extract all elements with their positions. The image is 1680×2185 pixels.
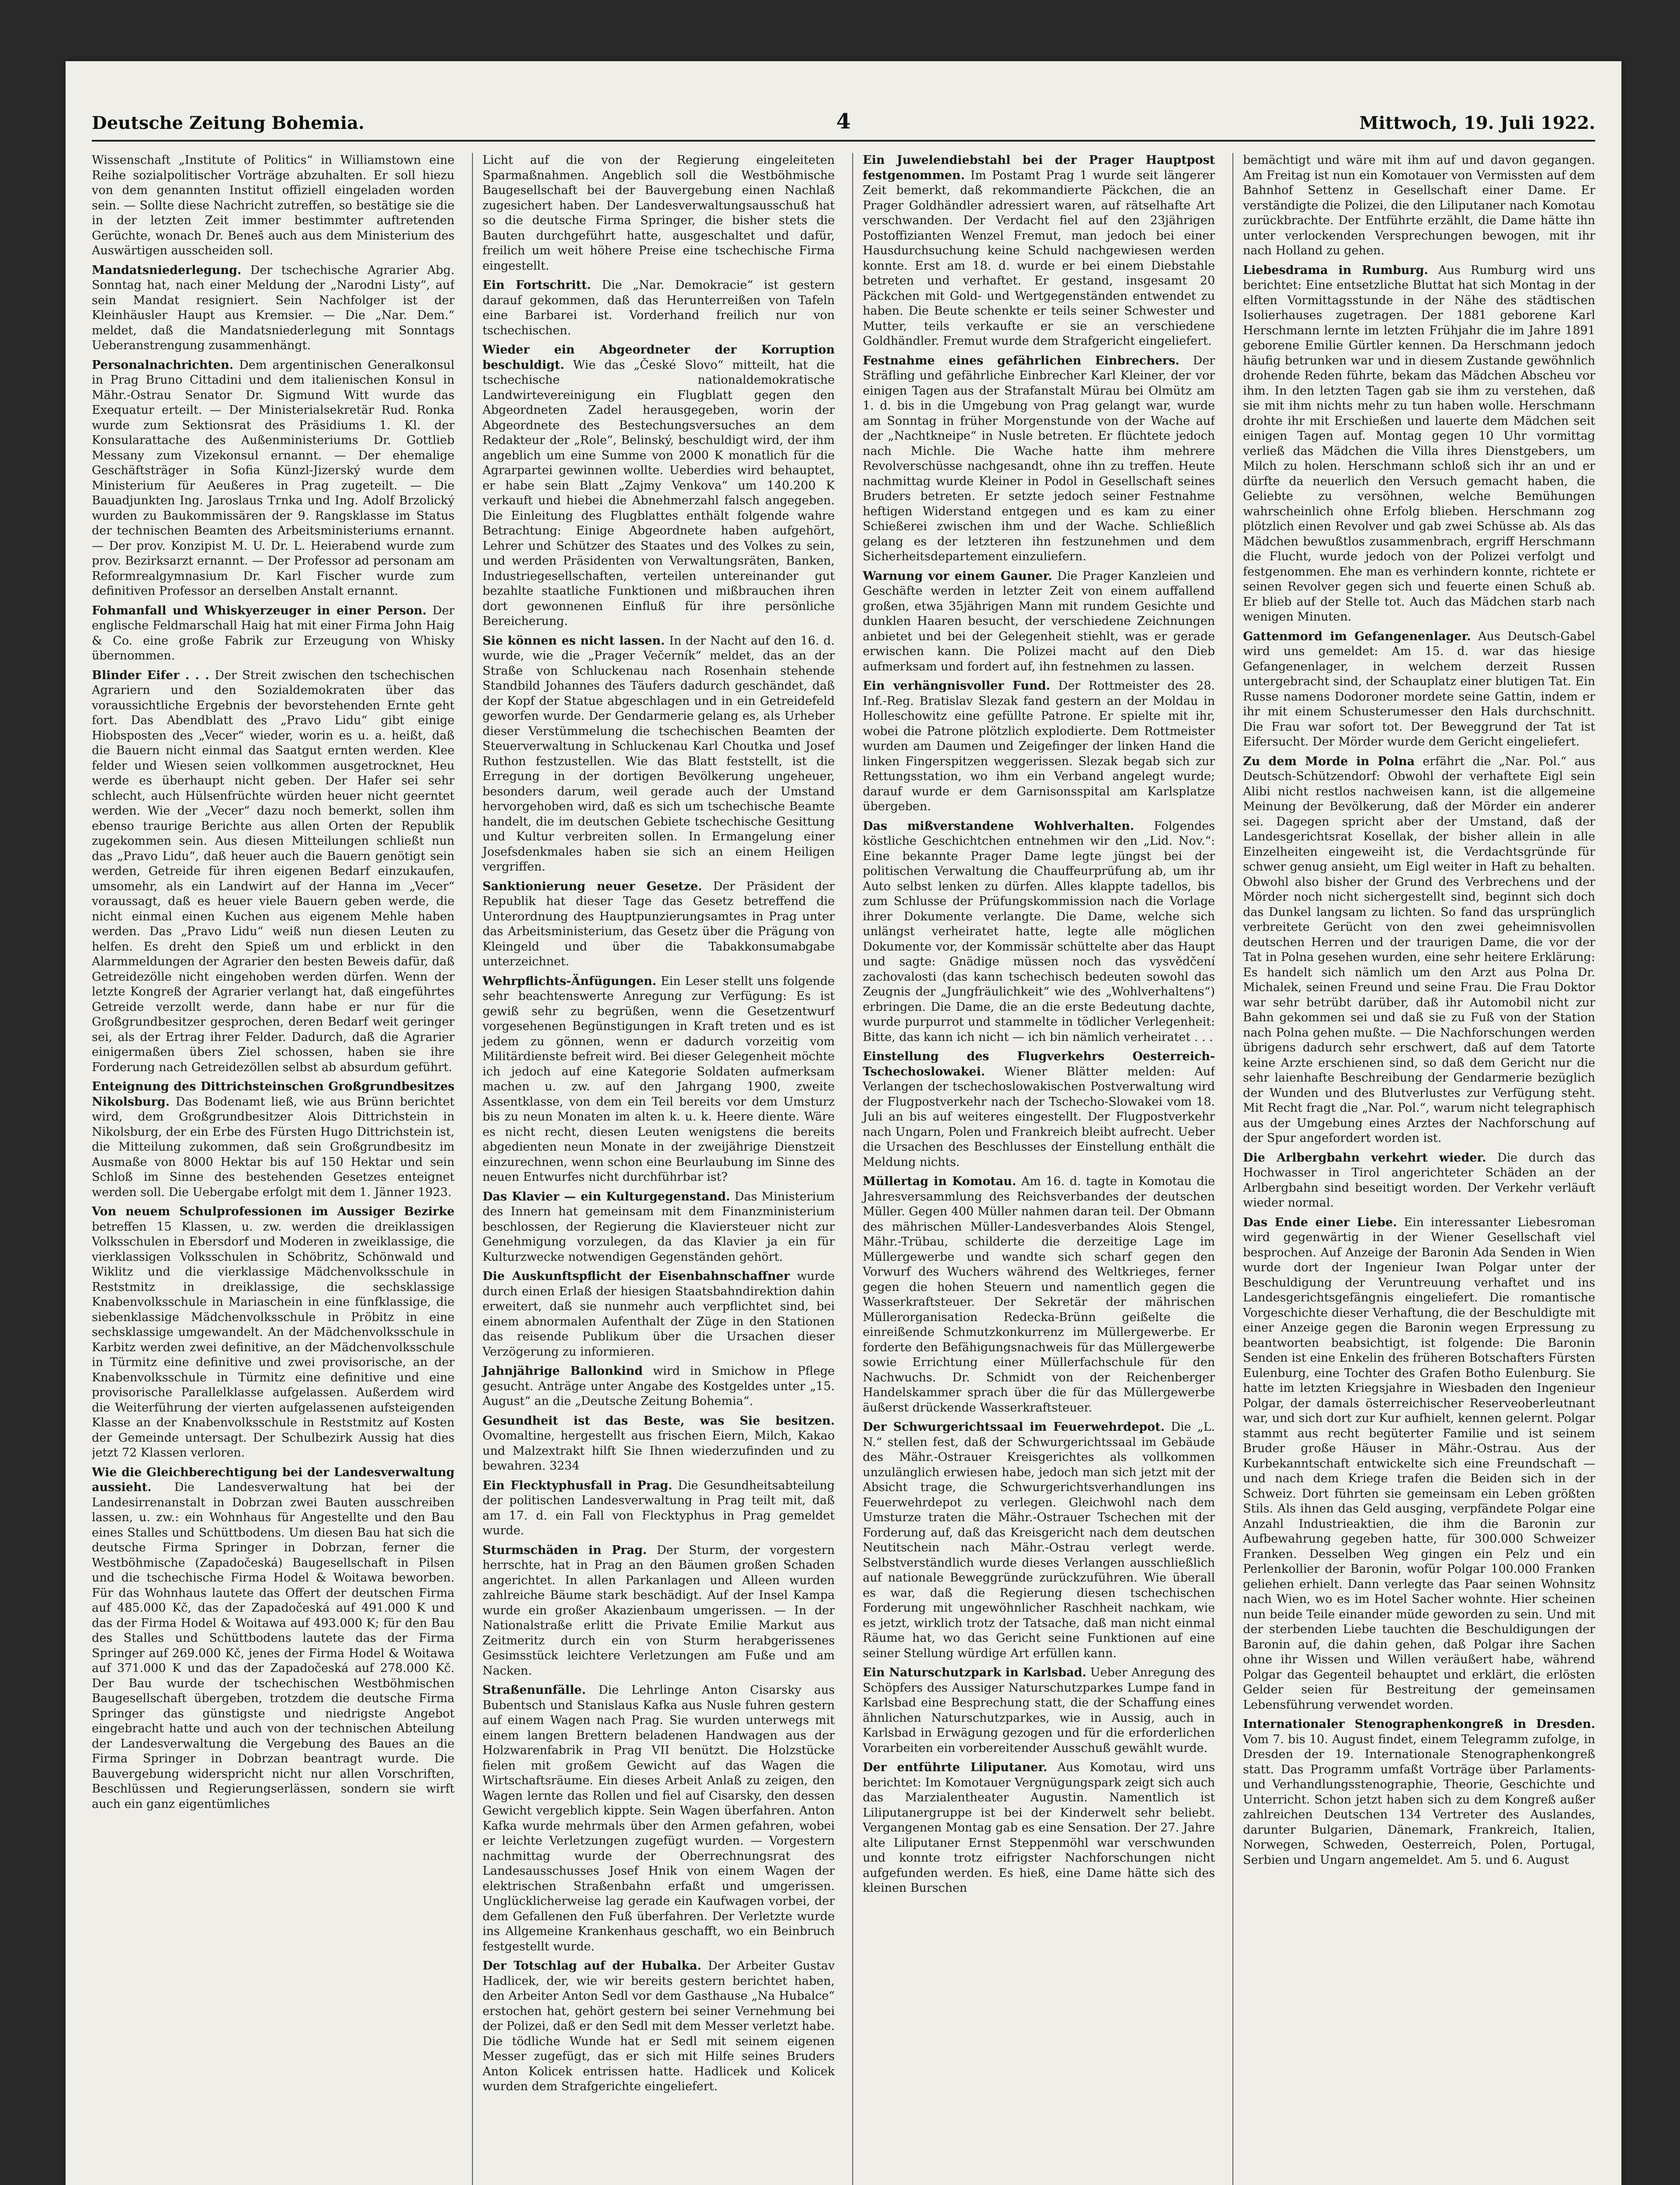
article-body: Ueber Anregung des Schöpfers des Aussiger Naturschutzparkes Lumpe fand in Karlsbad eine Besprechung statt, die der Schaffung eines ähnlichen Naturschutzparkes, wie in Aussig, auch in Karlsbad in Erwägung gezogen und für die erforderlichen Vorarbeiten ein vorbereitender Ausschuß gewählt wurde. bbox=[863, 1666, 1215, 1755]
article-heading: Jahnjährige Ballonkind bbox=[482, 1364, 643, 1378]
article-heading: Enteignung des Dittrichsteinschen Großgrundbesitzes Nikolsburg. bbox=[92, 1080, 455, 1109]
article-heading: Festnahme eines gefährlichen Einbrechers. bbox=[863, 354, 1180, 368]
article-heading: Sie können es nicht lassen. bbox=[482, 634, 665, 648]
article-body: Ein interessanter Liebesroman wird gegenwärtig in der Wiener Gesellschaft viel besprochen. Auf Anzeige der Baronin Ada Senden in Wien wurde dort der Ingenieur Iwan Polgar unter der Beschuldigung der Veruntreuung verhaftet und ins Landesgerichtsgefängnis eingeliefert. Die romantische Vorgeschichte dieser Verhaftung, die der Beschuldigte mit einer Anzeige gegen die Baronin wegen Erpressung zu beantworten beabsichtigt, ist folgende: Die Baronin Senden ist eine Enkelin des früheren Botschafters Fürsten Eulenburg, eine Tochter des Grafen Botho Eulenburg. Sie hatte im letzten Kriegsjahre in Wiesbaden den Ingenieur Polgar, der damals österreichischer Reserveoberleutnant war, und sich dort zur Kur aufhielt, kennen gelernt. Polgar stammt aus recht begüterter Familie und ist seinem Bruder große Häuser in Mähr.-Ostrau. Aus der Kurbekanntschaft entwickelte sich eine Freundschaft — und nach dem Kriege trafen die Beiden sich in der Schweiz. Dort führten sie gemeinsam ein Leben größten Stils. Als ihnen das Geld ausging, verpfändete Polgar eine Anzahl Industrieaktien, die ihm die Baronin zur Aufbewahrung gegeben hatte, für 300.000 Schweizer Franken. Desselben Weg gingen ein Pelz und ein Perlenkollier der Baronin, wofür Polgar 100.000 Franken geliehen erhielt. Dann verlegte das Paar seinen Wohnsitz nach Wien, wo es im Hotel Sacher wohnte. Hier scheinen nun beide Teile einander müde geworden zu sein. Und mit der sterbenden Liebe tauchten die Beschuldigungen der Baronin auf, die dahin gehen, daß Polgar ihre Sachen ohne ihr Wissen und Willen veräußert habe, während Polgar das Gegenteil behauptet und erklärt, die erlösten Gelder seien für Bestreitung der gemeinsamen Lebensführung verwendet worden. bbox=[1243, 1215, 1595, 1712]
article-heading: Fohmanfall und Whiskyerzeuger in einer Person. bbox=[92, 603, 427, 617]
article bbox=[482, 1959, 835, 2095]
article-columns bbox=[92, 153, 1595, 2185]
article-body: Aus Deutsch-Gabel wird uns gemeldet: Am 15. d. war das hiesige Gefangenenlager, in welchem derzeit Russen untergebracht sind, der Schauplatz einer blutigen Tat. Ein Russe namens Dodoroner mordete seine Gattin, indem er ihr mit einem Schusterumesser den Hals durchschnitt. Die Frau war sofort tot. Der Beweggrund der Tat ist Eifersucht. Der Mörder wurde dem Gericht eingeliefert. bbox=[1243, 629, 1595, 749]
newspaper-page bbox=[66, 61, 1621, 2185]
article-heading: Sturmschäden in Prag. bbox=[482, 1543, 647, 1557]
column-2 bbox=[472, 153, 835, 2185]
article bbox=[1243, 1215, 1595, 1713]
article-heading: Gattenmord im Gefangenenlager. bbox=[1243, 629, 1471, 643]
article-body: Die Gesundheitsabteilung der politischen Landesverwaltung in Prag teilt mit, daß am 17. d. ein Fall von Flecktyphus in Prag gemeldet wurde. bbox=[482, 1478, 835, 1537]
article-body: Aus Komotau, wird uns berichtet: Im Komotauer Vergnügungspark zeigt sich auch das Marzialentheater Augustin. Namentlich ist Liliputanergruppe ist bei der Kinderwelt sehr beliebt. Vergangenen Montag gab es eine Sensation. Der 27. Jahre alte Liliputaner Ernst Steppenmöhl war verschwunden und konnte trotz eifrigster Nachforschungen nicht aufgefunden werden. Es hieß, eine Dame hätte sich des kleinen Burschen bbox=[863, 1761, 1215, 1895]
article-heading: Gesundheit ist das Beste, was Sie besitzen. bbox=[482, 1414, 835, 1428]
article-heading: Das mißverstandene Wohlverhalten. bbox=[863, 819, 1135, 833]
article-body: Der Arbeiter Gustav Hadlicek, der, wie wir bereits gestern berichtet haben, den Arbeiter Anton Sedl vor dem Gasthause „Na Hubalce“ erstochen hat, gehört gestern bei seiner Vernehmung bei der Polizei, daß er den Sedl mit dem Messer verletzt habe. Die tödliche Wunde hat er Sedl mit seinem eigenen Messer zugefügt, das er sich mit Hilfe seines Bruders Anton Kolicek entrissen hatte. Hadlicek und Kolicek wurden dem Strafgerichte eingeliefert. bbox=[482, 1959, 835, 2093]
article-heading: Ein Juwelendiebstahl bei der Prager Hauptpost festgenommen. bbox=[863, 153, 1215, 182]
article-heading: Ein verhängnisvoller Fund. bbox=[863, 679, 1050, 693]
page-number: 4 bbox=[836, 109, 851, 134]
article bbox=[92, 263, 455, 354]
article bbox=[1243, 629, 1595, 750]
article bbox=[482, 634, 835, 875]
article bbox=[863, 354, 1215, 565]
article-body: wird in Smichow in Pflege gesucht. Anträge unter Angabe des Kostgeldes unter „15. August“ an die „Deutsche Zeitung Bohemia“. bbox=[482, 1364, 835, 1408]
article-heading: Das Ende einer Liebe. bbox=[1243, 1215, 1397, 1229]
article-body: Die Landesverwaltung hat bei der Landesirrenanstalt in Dobrzan zwei Bauten ausschreiben lassen, u. zw.: ein Wohnhaus für Angestellte und den Bau eines Stalles und Schüttbodens. Um diesen Bau hat sich die deutsche Firma Springer in Dobrzan, ferner die Westböhmische (Zapadočeská) Baugesellschaft in Pilsen und die tschechische Firma Hodel & Woitawa beworben. Für das Wohnhaus lautete das Offert der deutschen Firma auf 485.000 Kč, das der Zapadočeská auf 491.000 K und das der Firma Hodel & Woitawa auf 493.000 K; für den Bau des Stalles und Schüttbodens lautete das der Firma Springer auf 269.000 Kč, jenes der Firma Hodel & Woitawa auf 371.000 K und das der Zapadočeská auf 278.000 Kč. Der Bau wurde der tschechischen Westböhmischen Baugesellschaft übergeben, trotzdem die deutsche Firma Springer das günstigste und niedrigste Angebot eingebracht hatte und auch von der technischen Abteilung der Landesverwaltung die Vergebung des Baues an die Firma Springer in Dobrzan beantragt wurde. Die Bauvergebung widerspricht nicht nur allen Vorschriften, Beschlüssen und Regierungserlässen, sondern sie wirft auch ein ganz eigentümliches bbox=[92, 1481, 455, 1811]
article-heading: Die Auskunftspflicht der Eisenbahnschaffner bbox=[482, 1269, 790, 1283]
article bbox=[482, 879, 835, 970]
article bbox=[482, 974, 835, 1185]
article bbox=[1243, 263, 1595, 625]
article-body: bemächtigt und wäre mit ihm auf und davon gegangen. Am Freitag ist nun ein Komotauer von Vermissten auf dem Bahnhof Settenz in Gesellschaft einer Dame. Er verständigte die Polizei, die den Liliputaner nach Komotau zurückbrachte. Der Entführte erzählt, die Dame hätte ihn unter verlockenden Versprechungen bewogen, mit ihr nach Holland zu gehen. bbox=[1243, 153, 1595, 257]
column-4 bbox=[1232, 153, 1595, 2185]
column-1 bbox=[92, 153, 455, 2185]
article bbox=[92, 153, 455, 259]
article-heading: Sanktionierung neuer Gesetze. bbox=[482, 879, 702, 893]
article bbox=[482, 1269, 835, 1360]
page-header bbox=[92, 109, 1595, 142]
column-3 bbox=[852, 153, 1215, 2185]
masthead-title: Deutsche Zeitung Bohemia. bbox=[92, 113, 364, 133]
article-body: Der Sturm, der vorgestern herrschte, hat in Prag an den Bäumen großen Schaden angerichtet. In allen Parkanlagen und Alleen wurden zahlreiche Bäume stark beschädigt. Auf der Insel Kampa wurde ein großer Akazienbaum umgerissen. — In der Nationalstraße erlitt die Private Emilie Markut aus Zeitmeritz durch ein von Sturm herabgerissenes Gesimsstück leichtere Verletzungen am Fuße und am Nacken. bbox=[482, 1543, 835, 1678]
article-body: Aus Rumburg wird uns berichtet: Eine entsetzliche Bluttat hat sich Montag in der elften Vormittagsstunde in der Nähe des städtischen Isolierhauses zugetragen. Der 1881 geborene Karl Herschmann lernte im letzten Frühjahr die im Jahre 1891 geborene Emilie Gürtler kennen. Da Herschmann jedoch häufig betrunken war und in diesem Zustande gewöhnlich drohende Reden führte, bekam das Mädchen Abscheu vor ihm. In den letzten Tagen gab sie ihm zu verstehen, daß sie mit ihm nichts mehr zu tun haben wolle. Herschmann drohte ihr mit Erschießen und lauerte dem Mädchen seit einigen Tagen auf. Montag gegen 10 Uhr vormittag verließ das Mädchen die Villa ihres Dienstgebers, um Milch zu holen. Herschmann schloß sich ihr an und er dürfte da neuerlich den Versuch gemacht haben, die Geliebte zu versöhnen, welche Bemühungen wahrscheinlich ohne Erfolg blieben. Herschmann zog plötzlich einen Revolver und gab zwei Schüsse ab. Als das Mädchen bewußtlos zusammenbrach, ergriff Herschmann die Flucht, wurde jedoch von der Polizei verfolgt und festgenommen. Ehe man es verhindern konnte, richtete er seinen Revolver gegen sich und feuerte einen Schuß ab. Er blieb auf der Stelle tot. Auch das Mädchen starb nach wenigen Minuten. bbox=[1243, 263, 1595, 624]
article-heading: Die Arlbergbahn verkehrt wieder. bbox=[1243, 1151, 1486, 1165]
article bbox=[482, 153, 835, 274]
article bbox=[92, 358, 455, 599]
article-body: Die Prager Kanzleien und Geschäfte werden in letzter Zeit von einem auffallend großen, etwa 35jährigen Mann mit rundem Gesichte und dunklen Haaren besucht, der verschiedene Zeichnungen anbietet und bei der Gelegenheit stiehlt, was er gerade erwischen kann. Die Polizei macht auf den Dieb aufmerksam und fordert auf, ihn festnehmen zu lassen. bbox=[863, 569, 1215, 673]
article-body: Der tschechische Agrarier Abg. Sonntag hat, nach einer Meldung der „Narodni Listy“, auf sein Mandat resigniert. Sein Nachfolger ist der Kleinhäusler Haupt aus Kremsier. — Die „Nar. Dem.“ meldet, daß die Mandatsniederlegung mit Sonntags Ueberanstrengung zusammenhängt. bbox=[92, 263, 455, 352]
article bbox=[482, 1364, 835, 1409]
article-body: Wissenschaft „Institute of Politics“ in Williamstown eine Reihe sozialpolitischer Vorträge abzuhalten. Er soll hiezu von dem genannten Institut offiziell eingeladen worden sein. — Sollte diese Nachricht zutreffen, so bestätige sie die in der letzten Zeit immer bestimmter auftretenden Gerüchte, wonach Dr. Beneš auch aus dem Ministerium des Auswärtigen ausscheiden soll. bbox=[92, 153, 455, 257]
article-body: Am 16. d. tagte in Komotau die Jahresversammlung des Reichsverbandes der deutschen Müller. Gegen 400 Müller nahmen daran teil. Der Obmann des mährischen Müller-Landesverbandes Alois Stengel, Mähr.-Trübau, schilderte die derzeitige Lage im Müllergewerbe und wandte sich scharf gegen den Vorwurf des Wuchers während des Weltkrieges, ferner gegen die hohen Steuern und namentlich gegen die Wasserkraftsteuer. Der Sekretär der mährischen Müllerorganisation Redecka-Brünn geißelte die einreißende Schmutzkonkurrenz im Müllergewerbe. Er forderte den Befähigungsnachweis für das Müllergewerbe sowie Errichtung einer Müllerfachschule für den Nachwuchs. Dr. Schmidt von der Reichenberger Handelskammer sprach über die für das Müllergewerbe äußerst drückende Wasserkraftsteuer. bbox=[863, 1175, 1215, 1415]
article-body: Dem argentinischen Generalkonsul in Prag Bruno Cittadini und dem italienischen Konsul in Mähr.-Ostrau Senator Dr. Sigmund Witt wurde das Exequatur erteilt. — Der Ministerialsekretär Rud. Ronka wurde zum Sektionsrat des Präsidiums 1. Kl. der Konsularattache des Außenministeriums Dr. Gottlieb Messany zum Vizekonsul ernannt. — Der ehemalige Geschäftsträger in Sofia Künzl-Jizerský wurde dem Ministerium für Aeußeres in Prag zugeteilt. — Die Bauadjunkten Ing. Jaroslaus Trnka und Ing. Adolf Brzolický wurden zu Baukommissären der 9. Rangsklasse im Status der technischen Beamten des Arbeitsministeriums ernannt. — Der prov. Konzipist M. U. Dr. L. Heierabend wurde zum prov. Bezirksarzt ernannt. — Der Professor ad personam am Reformrealgymnasium Dr. Karl Fischer wurde zum definitiven Professor an derselben Anstalt ernannt. bbox=[92, 358, 455, 598]
article bbox=[482, 343, 835, 629]
article-heading: Warnung vor einem Gauner. bbox=[863, 569, 1052, 583]
article bbox=[863, 1174, 1215, 1415]
article-heading: Internationaler Stenographenkongreß in Dresden. bbox=[1243, 1717, 1595, 1731]
article-body: Licht auf die von der Regierung eingeleiteten Sparmaßnahmen. Angeblich soll die Westböhmische Baugesellschaft bei der Bauvergebung einen Nachlaß zugesichert haben. Der Landesverwaltungsausschuß hat so die deutsche Firma Springer, die bisher stets die Bauten durchgeführt hatte, ausgeschaltet und dafür, freilich um weit höhere Preise eine tschechische Firma eingestellt. bbox=[482, 153, 835, 273]
article-body: Die „Nar. Demokracie“ ist gestern darauf gekommen, daß das Herunterreißen von Tafeln eine Barbarei ist. Vorderhand freilich nur von tschechischen. bbox=[482, 278, 835, 337]
article-heading: Personalnachrichten. bbox=[92, 358, 233, 372]
article-body: Das Bodenamt ließ, wie aus Brünn berichtet wird, dem Großgrundbesitzer Alois Dittrichstein in Nikolsburg, der ein Erbe des Fürsten Hugo Dittrichstein ist, die Mitteilung zukommen, daß sein Großgrundbesitz im Ausmaße von 8000 Hektar bis auf 150 Hektar und sein Schloß im Sinne des bestehenden Gesetzes enteignet werden soll. Die Uebergabe erfolgt mit dem 1. Jänner 1923. bbox=[92, 1095, 455, 1199]
article-body: Ein Leser stellt uns folgende sehr beachtenswerte Anregung zur Verfügung: Es ist gewiß sehr zu begrüßen, wenn die Gesetzentwurf vorgesehenen Begünstigungen in Kraft treten und es ist jedem zu gönnen, wenn er dadurch vorzeitig vom Militärdienste befreit wird. Bei dieser Gelegenheit möchte ich jedoch auf eine Kategorie Soldaten aufmerksam machen u. zw. auf den Jahrgang 1900, zweite Assentklasse, von dem ein Teil bereits vor dem Umsturz bis zu neun Monaten im alten k. u. k. Heere diente. Wäre es nicht recht, diesen Leuten wenigstens die bereits abgedienten neun Monate in der zweijährige Dienstzeit einzurechnen, wenn schon eine Beurlaubung im Sinne des neuen Entwurfes nicht durchführbar ist? bbox=[482, 974, 835, 1184]
article-body: Ovomaltine, hergestellt aus frischen Eiern, Milch, Kakao und Malzextrakt hilft Sie Ihnen wiederzufinden und zu bewahren. 3234 bbox=[482, 1429, 835, 1473]
article bbox=[863, 1665, 1215, 1756]
article-body: Der englische Feldmarschall Haig hat mit einer Firma John Haig & Co. eine große Fabrik zur Erzeugung von Whisky übernommen. bbox=[92, 603, 455, 662]
article bbox=[863, 679, 1215, 815]
article bbox=[482, 1190, 835, 1265]
article-body: Der Streit zwischen den tschechischen Agrariern und den Sozialdemokraten über das voraussichtliche Ergebnis der bevorstehenden Ernte geht fort. Das Abendblatt des „Pravo Lidu“ gibt einige Hiobsposten des „Vecer“ wieder, worin es u. a. heißt, daß die Bauern nicht einmal das Saatgut ernten werden. Klee felder und Wiesen seien vollkommen ausgetrocknet, Heu werde es überhaupt nicht geben. Der Hafer sei sehr schlecht, auch Hülsenfrüchte würden heuer nicht geerntet werden. Wie der „Vecer“ dazu noch bemerkt, sollen ihm ebenso traurige Berichte aus allen Orten der Republik zugekommen sein. Aus diesen Mitteilungen schließt nun das „Pravo Lidu“, daß heuer auch die Bauern genötigt sein werden, Getreide für ihren eigenen Bedarf einzukaufen, umsomehr, als ein Landwirt auf der Hanna im „Vecer“ voraussagt, daß es heuer viele Bauern geben werde, die nicht einmal einen Kuchen aus eigenem Mehle haben werden. Das „Pravo Lidu“ weiß nun diesen Leuten zu helfen. Es dreht den Spieß um und erblickt in den Alarmmeldungen der Agrarier den besten Beweis dafür, daß Getreidezölle nicht eingehoben werden dürfen. Wenn der letzte Kongreß der Agrarier verlangt hat, daß eingeführtes Getreide verzollt werde, dann habe er nur für die Großgrundbesitzer gesprochen, deren Bedarf weit geringer sei, als der Ertrag ihrer Felder. Dadurch, daß die Agrarier einigermaßen übers Ziel schossen, haben sie ihre Forderung nach Getreidezöllen selbst ab absurdum geführt. bbox=[92, 668, 455, 1074]
article-heading: Von neuem Schulprofessionen im Aussiger Bezirke bbox=[92, 1205, 455, 1218]
article bbox=[863, 1760, 1215, 1896]
article bbox=[1243, 1151, 1595, 1211]
article bbox=[1243, 754, 1595, 1146]
article-body: Der Rottmeister des 28. Inf.-Reg. Bratislav Slezak fand gestern an der Moldau in Holleschowitz eine gefüllte Patrone. Er spielte mit ihr, wobei die Patrone plötzlich explodierte. Dem Rottmeister wurden am Daumen und Zeigefinger der linken Hand die linken Fingerspitzen weggerissen. Slezak begab sich zur Rettungsstation, wo ihm ein Verband angelegt wurde; darauf wurde er dem Garnisonsspital am Karlsplatze übergeben. bbox=[863, 679, 1215, 813]
article-heading: Der Schwurgerichtssaal im Feuerwehrdepot. bbox=[863, 1420, 1165, 1434]
article-heading: Straßenunfälle. bbox=[482, 1683, 586, 1697]
article bbox=[482, 1683, 835, 1954]
article-heading: Blinder Eifer . . . bbox=[92, 668, 209, 682]
article-heading: Der Totschlag auf der Hubalka. bbox=[482, 1959, 701, 1973]
article-body: betreffen 15 Klassen, u. zw. werden die dreiklassigen Volksschulen in Ebersdorf und Moderen in zweiklassige, die vierklassigen Volksschulen in Schöbritz, Schönwald und Wiklitz und die vierklassige Mädchenvolksschule in Reststmitz in dreiklassige, die sechsklassige Knabenvolksschule in Mariaschein in eine fünfklassige, die siebenklassige Mädchenvolksschule in Pröbitz in eine sechsklassige umgewandelt. An der Mädchenvolksschule in Karbitz werden zwei definitive, an der Mädchenvolksschule in Türmitz eine definitive und zwei provisorische, an der Knabenvolksschule in Türmitz eine definitive und eine provisorische Parallelklasse aufgelassen. Außerdem wird die Weiterführung der vierten aufgelassenen aufsteigenden Klasse an der Knabenvolksschule in Reststmitz auf Kosten der Gemeinde untersagt. Der Schulbezirk Aussig hat dies jetzt 72 Klassen verloren. bbox=[92, 1220, 455, 1460]
article-heading: Wehrpflichts-Änfügungen. bbox=[482, 974, 656, 988]
article bbox=[92, 1079, 455, 1200]
article-heading: Ein Fortschritt. bbox=[482, 278, 591, 292]
article bbox=[863, 1420, 1215, 1661]
article-body: wurde durch einen Erlaß der hiesigen Staatsbahndirektion dahin erweitert, daß sie nunmehr auch verpflichtet sind, bei einem abnormalen Aufenthalt der Züge in den Stationen das reisende Publikum über die Ursachen dieser Verzögerung zu informieren. bbox=[482, 1269, 835, 1359]
article-body: Der Sträfling und gefährliche Einbrecher Karl Kleiner, der vor einigen Tagen aus der Strafanstalt Mürau bei Olmütz am 1. d. bis in die Umgebung von Prag gelangt war, wurde am Sonntag in früher Morgenstunde von der Wache auf der „Nachtkneipe“ in Nusle betreten. Er flüchtete jedoch nach Michle. Die Wache hatte ihm mehrere Revolverschüsse nachgesandt, ohne ihn zu treffen. Heute nachmittag wurde Kleiner in Podol in Gesellschaft seines Bruders betreten. Er setzte jedoch seiner Festnahme heftigen Widerstand entgegen und es kam zu einer Schießerei zwischen ihm und der Wache. Schließlich gelang es der letzteren ihn festzunehmen und dem Sicherheitsdepartement einzuliefern. bbox=[863, 354, 1215, 563]
article-body: Der Präsident der Republik hat dieser Tage das Gesetz betreffend die Unterordnung des Hauptpunzierungsamtes in Prag unter das Arbeitsministerium, das Gesetz über die Prägung von Kleingeld und über die Tabakkonsumabgabe unterzeichnet. bbox=[482, 879, 835, 968]
article bbox=[482, 1414, 835, 1474]
article-heading: Müllertag in Komotau. bbox=[863, 1175, 1017, 1188]
article bbox=[1243, 1717, 1595, 1868]
article-heading: Der entführte Liliputaner. bbox=[863, 1761, 1048, 1774]
article bbox=[482, 1543, 835, 1679]
article-heading: Liebesdrama in Rumburg. bbox=[1243, 263, 1428, 277]
article-body: Die Lehrlinge Anton Cisarsky aus Bubentsch und Stanislaus Kafka aus Nusle fuhren gestern auf einem Wagen nach Prag. Sie wurden unterwegs mit einem langen Brettern beladenen Handwagen aus der Holzwarenfabrik in Prag VII benützt. Die Holzstücke fielen mit großem Gewicht auf das Wagen die Wirtschaftsräume. Ein dieses Arbeit Anlaß zu zeigen, den Wagen lernte das Rollen und fiel auf Cisarsky, den dessen Gewicht vergeblich kippte. Sein Wagen überfahren. Anton Kafka wurde mehrmals über den Armen gefahren, wobei er leichte Verletzungen zugefügt wurden. — Vorgestern nachmittag wurde der Oberrechnungsrat des Landesausschusses Josef Hnik von einem Wagen der elektrischen Straßenbahn erfaßt und umgerissen. Unglücklicherweise lag gerade ein Kaufwagen vorbei, der dem Gefallenen den Fuß überfahren. Der Verletzte wurde ins Allgemeine Krankenhaus geschafft, wo ein Beinbruch festgestellt wurde. bbox=[482, 1683, 835, 1953]
article-heading: Zu dem Morde in Polna bbox=[1243, 754, 1415, 768]
article-body: Folgendes köstliche Geschichtchen entnehmen wir den „Lid. Nov.“: Eine bekannte Prager Dame legte jüngst bei der politischen Verwaltung die Chauffeurprüfung ab, um ihr Auto selbst lenken zu dürfen. Alles klappte tadellos, bis zum Schlusse der Prüfungskommission nach die Vorlage ihrer Dokumente verlangte. Die Dame, welche sich unlängst verheiratet hatte, legte alle möglichen Dokumente vor, der Kommissär schüttelte aber das Haupt und sagte: Gnädige müssen noch das vysvědčení zachovalosti (das kann tschechisch bedeuten sowohl das Zeugnis der „Jungfräulichkeit“ wie des „Wohlverhaltens“) erbringen. Die Dame, die an die erste Bedeutung dachte, wurde purpurrot und stammelte in tödlicher Verlegenheit: Bitte, das kann ich nicht — ich bin nämlich verheiratet . . . bbox=[863, 819, 1215, 1044]
article-heading: Ein Naturschutzpark in Karlsbad. bbox=[863, 1666, 1086, 1679]
article-body: In der Nacht auf den 16. d. wurde, wie die „Prager Večerník“ meldet, das an der Straße von Schluckenau nach Rosenhain stehende Standbild Johannes des Täufers dadurch geschändet, daß der Kopf der Statue abgeschlagen und in ein Getreidefeld geworfen wurde. Der Gendarmerie gelang es, als Urheber dieser Verstümmelung die tschechischen Beamten der Steuerverwaltung in Schluckenau Karl Choutka und Josef Ruthon festzustellen. Wie das Blatt feststellt, ist die Erregung in der dortigen Bevölkerung ungeheuer, besonders darum, weil gerade auch der Umstand hervorgehoben wird, daß es sich um tschechische Beamte handelt, die im deutschen Gebiete tschechische Gesittung und Kultur verbreiten sollen. In Ermangelung einer Josefsdenkmales haben sie sich an einem Heiligen vergriffen. bbox=[482, 634, 835, 874]
article-body: Im Postamt Prag 1 wurde seit längerer Zeit bemerkt, daß rekommandierte Päckchen, die an Prager Goldhändler adressiert waren, auf rätselhafte Art verschwanden. Der Verdacht fiel auf den 23jährigen Postoffizianten Wenzel Fremut, man jedoch bei einer Hausdurchsuchung keine Schuld nachgewiesen werden konnte. Erst am 18. d. wurde er bei einem Diebstahle betreten und verhaftet. Er gestand, insgesamt 20 Päckchen mit Gold- und Wertgegenständen entwendet zu haben. Die Beute schenkte er teils seiner Schwester und Mutter, teils verkaufte er sie an verschiedene Goldhändler. Fremut wurde dem Strafgericht eingeliefert. bbox=[863, 168, 1215, 348]
article bbox=[92, 1204, 455, 1461]
article-body: Das Ministerium des Innern hat gemeinsam mit dem Finanzministerium beschlossen, der Regierung die Klaviersteuer nicht zur Genehmigung vorzulegen, da das Klavier ja ein für Kulturzwecke notwendigen Gegenständen gehört. bbox=[482, 1190, 835, 1264]
article-body: Die „L. N.“ stellen fest, daß der Schwurgerichtssaal im Gebäude des Mähr.-Ostrauer Kreisgerichtes als vollkommen unzulänglich erwiesen habe, jedoch man sich jetzt mit der Absicht trage, die Schwurgerichtsverhandlungen ins Feuerwehrdepot zu verlegen. Gleichwohl nach dem Umsturze traten die Mähr.-Ostrauer Tschechen mit der Forderung auf, daß das Kreisgericht nach dem deutschen Neutitschein nach Mähr.-Ostrau verlegt werde. Selbstverständlich wurde dieses Verlangen ausschließlich auf nationale Beweggründe zurückzuführen. Wie überall es war, daß die Regierung diesen tschechischen Forderung mit ungewöhnlicher Raschheit nachkam, wie es jetzt, wirklich trotz der Tatsache, daß man nicht einmal Räume hat, wo das Gericht seine Funktionen auf eine seiner Stellung würdige Art erfüllen kann. bbox=[863, 1420, 1215, 1660]
article-body: Wie das „České Slovo“ mitteilt, hat die tschechische nationaldemokratische Landwirtevereinigung ein Flugblatt gegen den Abgeordneten Zadel herausgegeben, worin der Abgeordnete des Bestechungsversuches an dem Redakteur der „Role“, Belinský, beschuldigt wird, der ihm angeblich um eine Summe von 2000 K monatlich für die Agrarpartei gewinnen wollte. Ueberdies wird behauptet, er habe sein Blatt „Zajmy Venkova“ um 140.200 K verkauft und hiebei die Abnehmerzahl falsch angegeben. Die Einleitung des Flugblattes enthält folgende wahre Betrachtung: Einige Abgeordnete haben aufgehört, Lehrer und Schützer des Staates und des Volkes zu sein, und werden Präsidenten von Verwaltungsräten, Banken, Industriegesellschaften, verteilen untereinander gut bezahlte staatliche Funktionen und mißbrauchen ihren dort gewonnenen Einfluß für ihre persönliche Bereicherung. bbox=[482, 358, 835, 628]
article bbox=[92, 1465, 455, 1812]
article-body: Wiener Blätter melden: Auf Verlangen der tschechoslowakischen Postverwaltung wird der Flugpostverkehr nach der Tschecho-Slowakei vom 18. Juli an bis auf weiteres eingestellt. Der Flugpostverkehr nach Ungarn, Polen und Frankreich bleibt aufrecht. Ueber die Ursachen des Beschlusses der Einstellung enthält die Meldung nichts. bbox=[863, 1065, 1215, 1169]
article-heading: Einstellung des Flugverkehrs Oesterreich-Tschechoslowakei. bbox=[863, 1050, 1215, 1079]
article-heading: Mandatsniederlegung. bbox=[92, 263, 242, 277]
article bbox=[1243, 153, 1595, 259]
article-body: erfährt die „Nar. Pol.“ aus Deutsch-Schützendorf: Obwohl der verhaftete Eigl sein Alibi nicht restlos nachweisen kann, ist die allgemeine Meinung der Bevölkerung, daß der Mörder ein anderer sei. Dagegen spricht aber der Umstand, daß der Landesgerichtsrat Kosellak, der bisher allein in alle Einzelheiten eingeweiht ist, die Verdachtsgründe für schwer genug ansieht, um Eigl weiter in Haft zu behalten. Obwohl also bisher der Grund des Verbrechens und der Mörder noch nicht sichergestellt sind, beginnt sich doch das Dunkel langsam zu lichten. So fand das ursprünglich verbreitete Gerücht von den zwei geheimnisvollen deutschen Herren und der traurigen Dame, die vor der Tat in Polna gesehen wurden, eine sehr heitere Erklärung: Es handelt sich nämlich um den Arzt aus Polna Dr. Michalek, seinen Freund und seine Frau. Die Frau Doktor war sehr betrübt darüber, daß ihr Automobil nicht zur Bahn gekommen sei und daß sie zu Fuß von der Station nach Polna gehen mußte. — Die Nachforschungen werden übrigens dadurch sehr erschwert, daß auf dem Tatorte keine Arzte erschienen sind, so daß dem Gericht nur die sehr laienhafte Beschreibung der Gendarmerie bezüglich der Wunden und des Blutverlustes zur Verfügung steht. Mit Recht fragt die „Nar. Pol.“, warum nicht telegraphisch aus der Umgebung eines Arztes der Nachforschung auf der Spur angefordert worden ist. bbox=[1243, 754, 1595, 1145]
article-heading: Wieder ein Abgeordneter der Korruption beschuldigt. bbox=[482, 343, 835, 372]
article bbox=[863, 819, 1215, 1045]
issue-date: Mittwoch, 19. Juli 1922. bbox=[1359, 113, 1595, 133]
article bbox=[482, 1478, 835, 1539]
article bbox=[92, 668, 455, 1075]
article-heading: Ein Flecktyphusfall in Prag. bbox=[482, 1478, 673, 1492]
article-heading: Wie die Gleichberechtigung bei der Landesverwaltung aussieht. bbox=[92, 1465, 455, 1494]
article bbox=[863, 1049, 1215, 1170]
article bbox=[482, 278, 835, 338]
article-body: Vom 7. bis 10. August findet, einem Telegramm zufolge, in Dresden der 19. Internationale Stenographenkongreß statt. Das Programm umfaßt Vorträge über Parlaments- und Verhandlungsstenographie, Theorie, Geschichte und Unterricht. Schon jetzt haben sich zu dem Kongreß außer zahlreichen Deutschen 134 Vertreter des Auslandes, darunter Bulgarien, Dänemark, Frankreich, Italien, Norwegen, Schweden, Oesterreich, Polen, Portugal, Serbien und Ungarn angemeldet. Am 5. und 6. August bbox=[1243, 1732, 1595, 1867]
article bbox=[92, 603, 455, 664]
article-heading: Das Klavier — ein Kulturgegenstand. bbox=[482, 1190, 730, 1203]
article bbox=[863, 569, 1215, 675]
article-body: Die durch das Hochwasser in Tirol angerichteter Schäden an der Arlbergbahn sind beseitigt worden. Der Verkehr verläuft wieder normal. bbox=[1243, 1151, 1595, 1210]
article bbox=[863, 153, 1215, 349]
